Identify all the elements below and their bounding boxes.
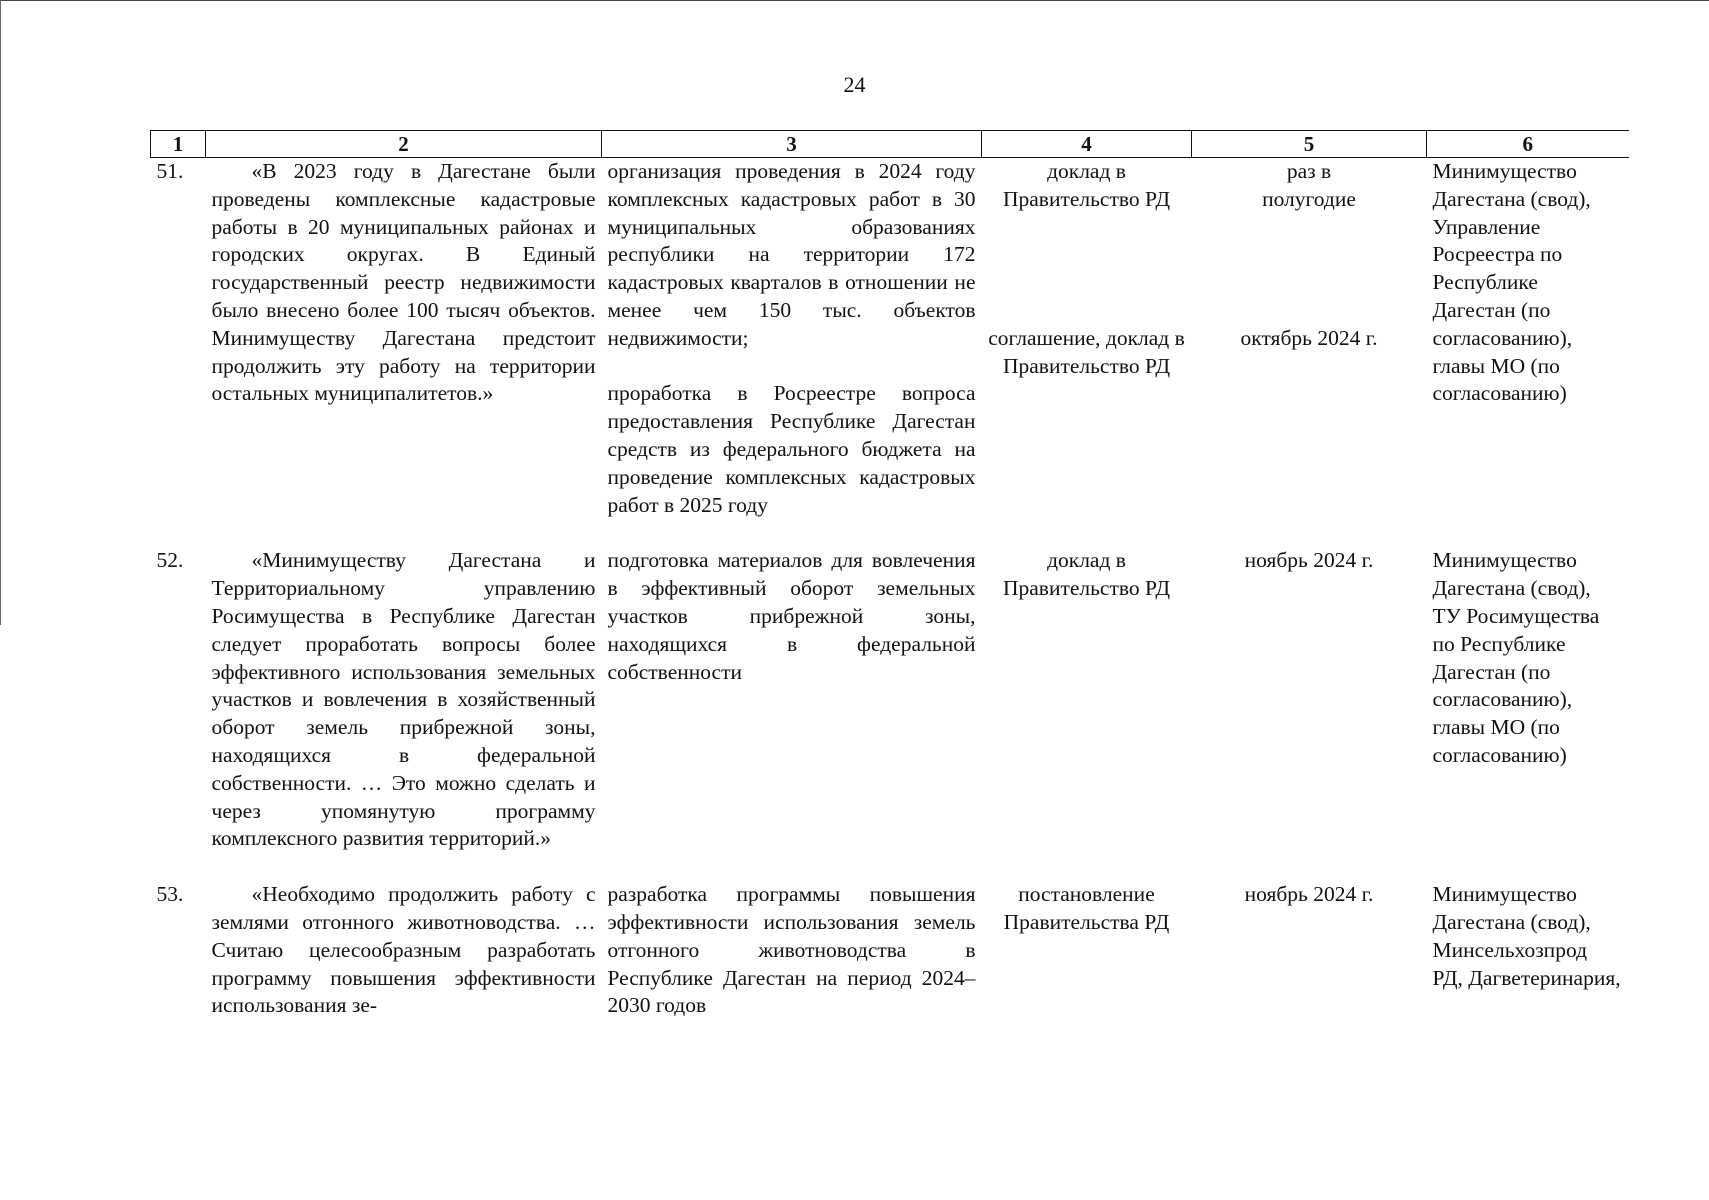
measure-item: проработка в Росреестре вопроса предоставления Республике Дагестан средств из федерального бюджета на проведение комплексных кадастровых работ в 2025 году bbox=[607, 381, 976, 517]
table-row bbox=[151, 547, 1629, 853]
column-header-2: 2 bbox=[206, 131, 602, 158]
completion-form: соглашение, доклад в Правительство РД bbox=[988, 326, 1185, 378]
completion-form: доклад в Правительство РД bbox=[1002, 159, 1171, 211]
row-number: 53. bbox=[156, 882, 184, 907]
completion-form-cell bbox=[982, 158, 1192, 520]
measures-cell bbox=[602, 158, 982, 520]
column-header-3: 3 bbox=[602, 131, 982, 158]
assignment-quote: «Минимуществу Дагестана и Территориальному управлению Росимущества в Республике Дагестан следует проработать вопросы более эффективного использования земельных участков и вовлечения в хозяйственный оборот земель прибрежной зоны, находящихся в федеральной собственности. … Это можно сделать и через упомянутую программу комплексного развития территорий.» bbox=[211, 548, 596, 851]
deadline: ноябрь 2024 г. bbox=[1244, 548, 1374, 573]
executors: Минимущество Дагестана (свод), ТУ Росимущества по Республике Дагестан (по согласованию), главы МО (по согласованию) bbox=[1432, 548, 1600, 767]
executors: Минимущество Дагестана (свод), Минсельхозпрод РД, Дагветеринария, bbox=[1432, 882, 1621, 990]
deadline-cell bbox=[1192, 158, 1427, 520]
deadline: раз в полугодие bbox=[1262, 159, 1356, 211]
completion-form: постановление Правительства РД bbox=[1003, 882, 1170, 934]
plan-table bbox=[150, 130, 1629, 1020]
measure-item: подготовка материалов для вовлечения в эффективный оборот земельных участков прибрежной зоны, находящихся в федеральной собственности bbox=[607, 548, 976, 684]
deadline: октябрь 2024 г. bbox=[1240, 326, 1378, 350]
measure-item: разработка программы повышения эффективности использования земель отгонного животноводства в Республике Дагестан на период 2024–2030 годов bbox=[607, 882, 976, 1018]
assignment-quote: «Необходимо продолжить работу с землями отгонного животноводства. …Считаю целесообразным разработать программу повышения эффективности использования зе- bbox=[211, 882, 596, 1018]
column-header-5: 5 bbox=[1192, 131, 1427, 158]
column-number-row bbox=[151, 131, 1629, 158]
executors: Минимущество Дагестана (свод), Управление Росреестра по Республике Дагестан (по согласованию), главы МО (по согласованию) bbox=[1432, 159, 1591, 406]
row-number: 51. bbox=[156, 159, 184, 183]
deadline: ноябрь 2024 г. bbox=[1244, 882, 1374, 907]
row-number: 52. bbox=[156, 548, 184, 573]
table-row bbox=[151, 158, 1629, 520]
table-row bbox=[151, 881, 1629, 1020]
column-header-1: 1 bbox=[151, 131, 206, 158]
column-header-6: 6 bbox=[1427, 131, 1629, 158]
measure-item: организация проведения в 2024 году комплексных кадастровых работ в 30 муниципальных образованиях республики на территории 172 кадастровых кварталов в отношении не менее чем 150 тыс. объектов недвижимости; bbox=[607, 159, 976, 350]
column-header-4: 4 bbox=[982, 131, 1192, 158]
page-number: 24 bbox=[843, 72, 866, 97]
scan-edge-top bbox=[0, 0, 1709, 1]
completion-form: доклад в Правительство РД bbox=[1002, 548, 1171, 601]
assignment-quote: «В 2023 году в Дагестане были проведены комплексные кадастровые работы в 20 муниципальных районах и городских округах. В Единый государственный реестр недвижимости было внесено более 100 тысяч объектов. Минимуществу Дагестана предстоит продолжить эту работу на территории остальных муниципалитетов.» bbox=[211, 159, 596, 406]
